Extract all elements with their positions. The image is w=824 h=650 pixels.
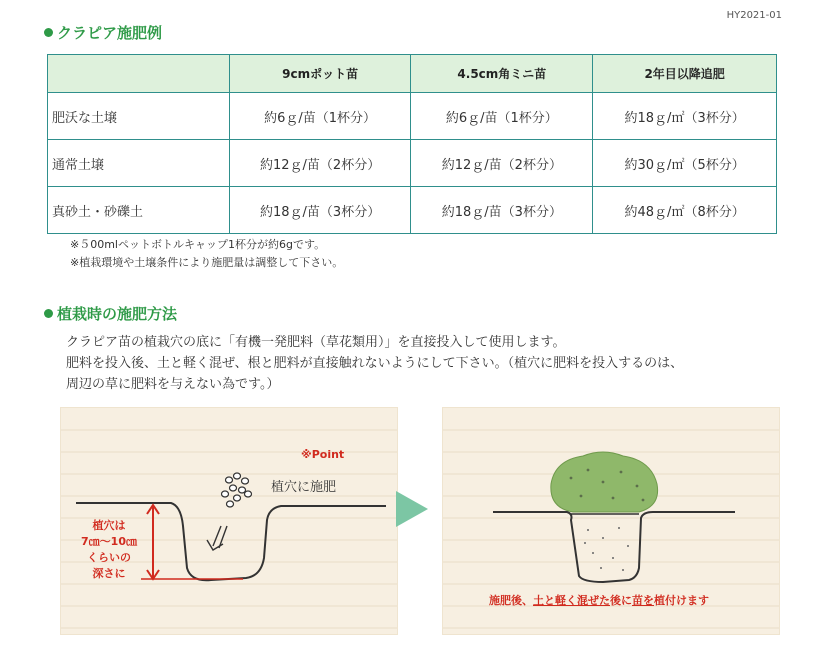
mixed-soil-dots-icon: [584, 527, 629, 571]
fertilizer-pellets-icon: [222, 473, 252, 507]
table-cell: 約6ｇ/苗（1杯分）: [229, 93, 411, 140]
table-cell: 約6ｇ/苗（1杯分）: [411, 93, 593, 140]
bullet-dot-icon: [44, 309, 53, 318]
table-header-cell: 2年目以降追肥: [593, 55, 777, 93]
table-header-row: [48, 55, 777, 93]
table-row: [48, 140, 777, 187]
point-label: ※Point: [301, 448, 345, 461]
caption-part: 後に: [610, 594, 632, 607]
table-header-cell: 9cmポット苗: [229, 55, 411, 93]
method-description: [66, 332, 683, 395]
section-title-fertilizer-examples: [44, 22, 162, 43]
down-arrow-icon: [207, 526, 227, 550]
table-cell: 約12ｇ/苗（2杯分）: [411, 140, 593, 187]
section-title-text: クラピア施肥例: [57, 24, 163, 42]
caption-part: 植付けます: [654, 594, 709, 607]
table-cell: 約48ｇ/㎡（8杯分）: [593, 187, 777, 234]
table-cell: 約18ｇ/苗（3杯分）: [411, 187, 593, 234]
depth-label-line: 7㎝〜10㎝: [81, 535, 137, 548]
table-row: [48, 93, 777, 140]
table-header-cell: 4.5cm角ミニ苗: [411, 55, 593, 93]
paragraph-line: 肥料を投入後、土と軽く混ぜ、根と肥料が直接触れないようにして下さい。（植穴に肥料を投入するのは、: [66, 356, 684, 371]
table-cell: 約12ｇ/苗（2杯分）: [229, 140, 411, 187]
illustration-planted-seedling: [442, 407, 780, 635]
bullet-dot-icon: [44, 28, 53, 37]
caption-part-underlined: 土と軽く混ぜた: [533, 594, 610, 607]
depth-label-line: 深さに: [92, 567, 126, 580]
table-cell: 約30ｇ/㎡（5杯分）: [593, 140, 777, 187]
planted-hole-outline: [493, 512, 735, 582]
table-notes: [70, 236, 343, 272]
table-cell: 約18ｇ/苗（3杯分）: [229, 187, 411, 234]
row-label: 通常土壌: [48, 140, 230, 187]
paragraph-line: クラピア苗の植栽穴の底に「有機一発肥料（草花類用）」を直接投入して使用します。: [66, 335, 566, 350]
row-label: 真砂土・砂礫土: [48, 187, 230, 234]
right-arrow-icon: [394, 489, 430, 529]
planting-caption: [489, 592, 709, 608]
fertilizer-label: 植穴に施肥: [271, 480, 337, 495]
row-label: 肥沃な土壌: [48, 93, 230, 140]
table-cell: 約18ｇ/㎡（3杯分）: [593, 93, 777, 140]
table-row: [48, 187, 777, 234]
section-title-planting-method: [44, 303, 177, 324]
fertilizer-table: [47, 54, 777, 234]
note-line: ※５00mlペットボトルキャップ1杯分が約6gです。: [70, 238, 326, 251]
section-title-text: 植栽時の施肥方法: [57, 305, 178, 323]
paragraph-line: 周辺の草に肥料を与えない為です。）: [66, 377, 280, 392]
depth-label-line: くらいの: [87, 551, 131, 564]
caption-part: 施肥後、: [489, 594, 533, 607]
document-id: HY2021-01: [726, 10, 782, 21]
note-line: ※植栽環境や土壌条件により施肥量は調整して下さい。: [70, 256, 344, 269]
depth-label: [71, 518, 147, 582]
depth-label-line: 植穴は: [92, 519, 126, 532]
table-header-cell: [48, 55, 230, 93]
illustration-fertilize-hole: [60, 407, 398, 635]
caption-part-underlined: 苗を: [632, 594, 654, 607]
